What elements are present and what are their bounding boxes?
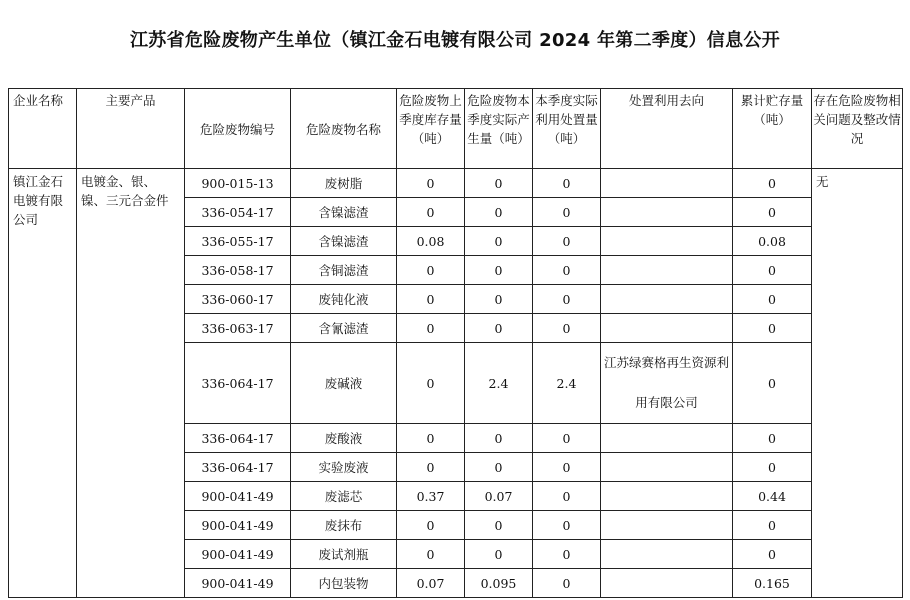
prev-stock-cell: 0 xyxy=(397,540,465,569)
prev-stock-cell: 0 xyxy=(397,169,465,198)
header-used: 本季度实际利用处置量（吨） xyxy=(533,89,601,169)
disposal-cell xyxy=(601,227,733,256)
prev-stock-cell: 0 xyxy=(397,285,465,314)
disposal-cell xyxy=(601,285,733,314)
used-cell: 0 xyxy=(533,198,601,227)
header-issues: 存在危险废物相关问题及整改情况 xyxy=(812,89,903,169)
cumulative-cell: 0 xyxy=(733,540,812,569)
header-disposal: 处置利用去向 xyxy=(601,89,733,169)
cumulative-cell: 0 xyxy=(733,256,812,285)
waste-code-cell: 336-064-17 xyxy=(185,424,291,453)
header-row xyxy=(9,89,903,169)
prev-stock-cell: 0 xyxy=(397,198,465,227)
waste-code-cell: 900-041-49 xyxy=(185,511,291,540)
produced-cell: 0 xyxy=(465,256,533,285)
disposal-cell xyxy=(601,453,733,482)
table-row xyxy=(9,169,903,198)
prev-stock-cell: 0 xyxy=(397,256,465,285)
waste-name-cell: 废树脂 xyxy=(291,169,397,198)
used-cell: 0 xyxy=(533,314,601,343)
produced-cell: 0 xyxy=(465,314,533,343)
cumulative-cell: 0.44 xyxy=(733,482,812,511)
disposal-cell xyxy=(601,169,733,198)
header-prev-stock: 危险废物上季度库存量（吨） xyxy=(397,89,465,169)
disposal-cell xyxy=(601,540,733,569)
cumulative-cell: 0 xyxy=(733,424,812,453)
produced-cell: 0 xyxy=(465,511,533,540)
waste-code-cell: 900-041-49 xyxy=(185,482,291,511)
disposal-cell xyxy=(601,482,733,511)
waste-code-cell: 336-063-17 xyxy=(185,314,291,343)
used-cell: 0 xyxy=(533,540,601,569)
used-cell: 0 xyxy=(533,511,601,540)
disposal-cell: 江苏绿赛格再生资源利用有限公司 xyxy=(601,343,733,424)
used-cell: 0 xyxy=(533,453,601,482)
waste-name-cell: 内包装物 xyxy=(291,569,397,598)
waste-code-cell: 336-054-17 xyxy=(185,198,291,227)
hazardous-waste-table xyxy=(8,88,903,598)
disposal-cell xyxy=(601,424,733,453)
produced-cell: 0.07 xyxy=(465,482,533,511)
cumulative-cell: 0 xyxy=(733,285,812,314)
waste-name-cell: 废抹布 xyxy=(291,511,397,540)
waste-name-cell: 废酸液 xyxy=(291,424,397,453)
header-produced: 危险废物本季度实际产生量（吨） xyxy=(465,89,533,169)
main-product-cell: 电镀金、银、镍、三元合金件 xyxy=(77,169,185,598)
produced-cell: 0 xyxy=(465,285,533,314)
waste-code-cell: 336-064-17 xyxy=(185,343,291,424)
waste-code-cell: 900-015-13 xyxy=(185,169,291,198)
cumulative-cell: 0 xyxy=(733,453,812,482)
waste-name-cell: 废钝化液 xyxy=(291,285,397,314)
used-cell: 0 xyxy=(533,482,601,511)
issues-cell: 无 xyxy=(812,169,903,598)
cumulative-cell: 0 xyxy=(733,169,812,198)
cumulative-cell: 0 xyxy=(733,343,812,424)
waste-name-cell: 含铜滤渣 xyxy=(291,256,397,285)
waste-code-cell: 336-058-17 xyxy=(185,256,291,285)
header-cumulative: 累计贮存量（吨） xyxy=(733,89,812,169)
waste-name-cell: 含镍滤渣 xyxy=(291,227,397,256)
waste-name-cell: 实验废液 xyxy=(291,453,397,482)
cumulative-cell: 0.165 xyxy=(733,569,812,598)
waste-code-cell: 900-041-49 xyxy=(185,540,291,569)
prev-stock-cell: 0.08 xyxy=(397,227,465,256)
used-cell: 2.4 xyxy=(533,343,601,424)
cumulative-cell: 0 xyxy=(733,314,812,343)
page-title: 江苏省危险废物产生单位（镇江金石电镀有限公司 2024 年第二季度）信息公开 xyxy=(129,30,781,51)
used-cell: 0 xyxy=(533,569,601,598)
waste-code-cell: 336-064-17 xyxy=(185,453,291,482)
waste-name-cell: 废滤芯 xyxy=(291,482,397,511)
prev-stock-cell: 0 xyxy=(397,343,465,424)
waste-code-cell: 336-055-17 xyxy=(185,227,291,256)
disposal-cell xyxy=(601,198,733,227)
produced-cell: 0 xyxy=(465,540,533,569)
waste-name-cell: 废试剂瓶 xyxy=(291,540,397,569)
used-cell: 0 xyxy=(533,424,601,453)
prev-stock-cell: 0.07 xyxy=(397,569,465,598)
waste-name-cell: 废碱液 xyxy=(291,343,397,424)
waste-name-cell: 含氰滤渣 xyxy=(291,314,397,343)
disposal-cell xyxy=(601,314,733,343)
produced-cell: 0 xyxy=(465,453,533,482)
produced-cell: 2.4 xyxy=(465,343,533,424)
produced-cell: 0 xyxy=(465,169,533,198)
waste-code-cell: 336-060-17 xyxy=(185,285,291,314)
prev-stock-cell: 0 xyxy=(397,511,465,540)
cumulative-cell: 0.08 xyxy=(733,227,812,256)
produced-cell: 0 xyxy=(465,227,533,256)
produced-cell: 0 xyxy=(465,198,533,227)
waste-name-cell: 含镍滤渣 xyxy=(291,198,397,227)
company-name-cell: 镇江金石电镀有限公司 xyxy=(9,169,77,598)
prev-stock-cell: 0 xyxy=(397,314,465,343)
cumulative-cell: 0 xyxy=(733,198,812,227)
used-cell: 0 xyxy=(533,169,601,198)
waste-code-cell: 900-041-49 xyxy=(185,569,291,598)
table-body xyxy=(9,89,903,598)
prev-stock-cell: 0.37 xyxy=(397,482,465,511)
cumulative-cell: 0 xyxy=(733,511,812,540)
produced-cell: 0.095 xyxy=(465,569,533,598)
disposal-cell xyxy=(601,569,733,598)
header-product: 主要产品 xyxy=(77,89,185,169)
disposal-cell xyxy=(601,511,733,540)
prev-stock-cell: 0 xyxy=(397,453,465,482)
produced-cell: 0 xyxy=(465,424,533,453)
header-company: 企业名称 xyxy=(9,89,77,169)
header-code: 危险废物编号 xyxy=(185,89,291,169)
used-cell: 0 xyxy=(533,227,601,256)
disposal-cell xyxy=(601,256,733,285)
used-cell: 0 xyxy=(533,285,601,314)
prev-stock-cell: 0 xyxy=(397,424,465,453)
used-cell: 0 xyxy=(533,256,601,285)
header-name: 危险废物名称 xyxy=(291,89,397,169)
